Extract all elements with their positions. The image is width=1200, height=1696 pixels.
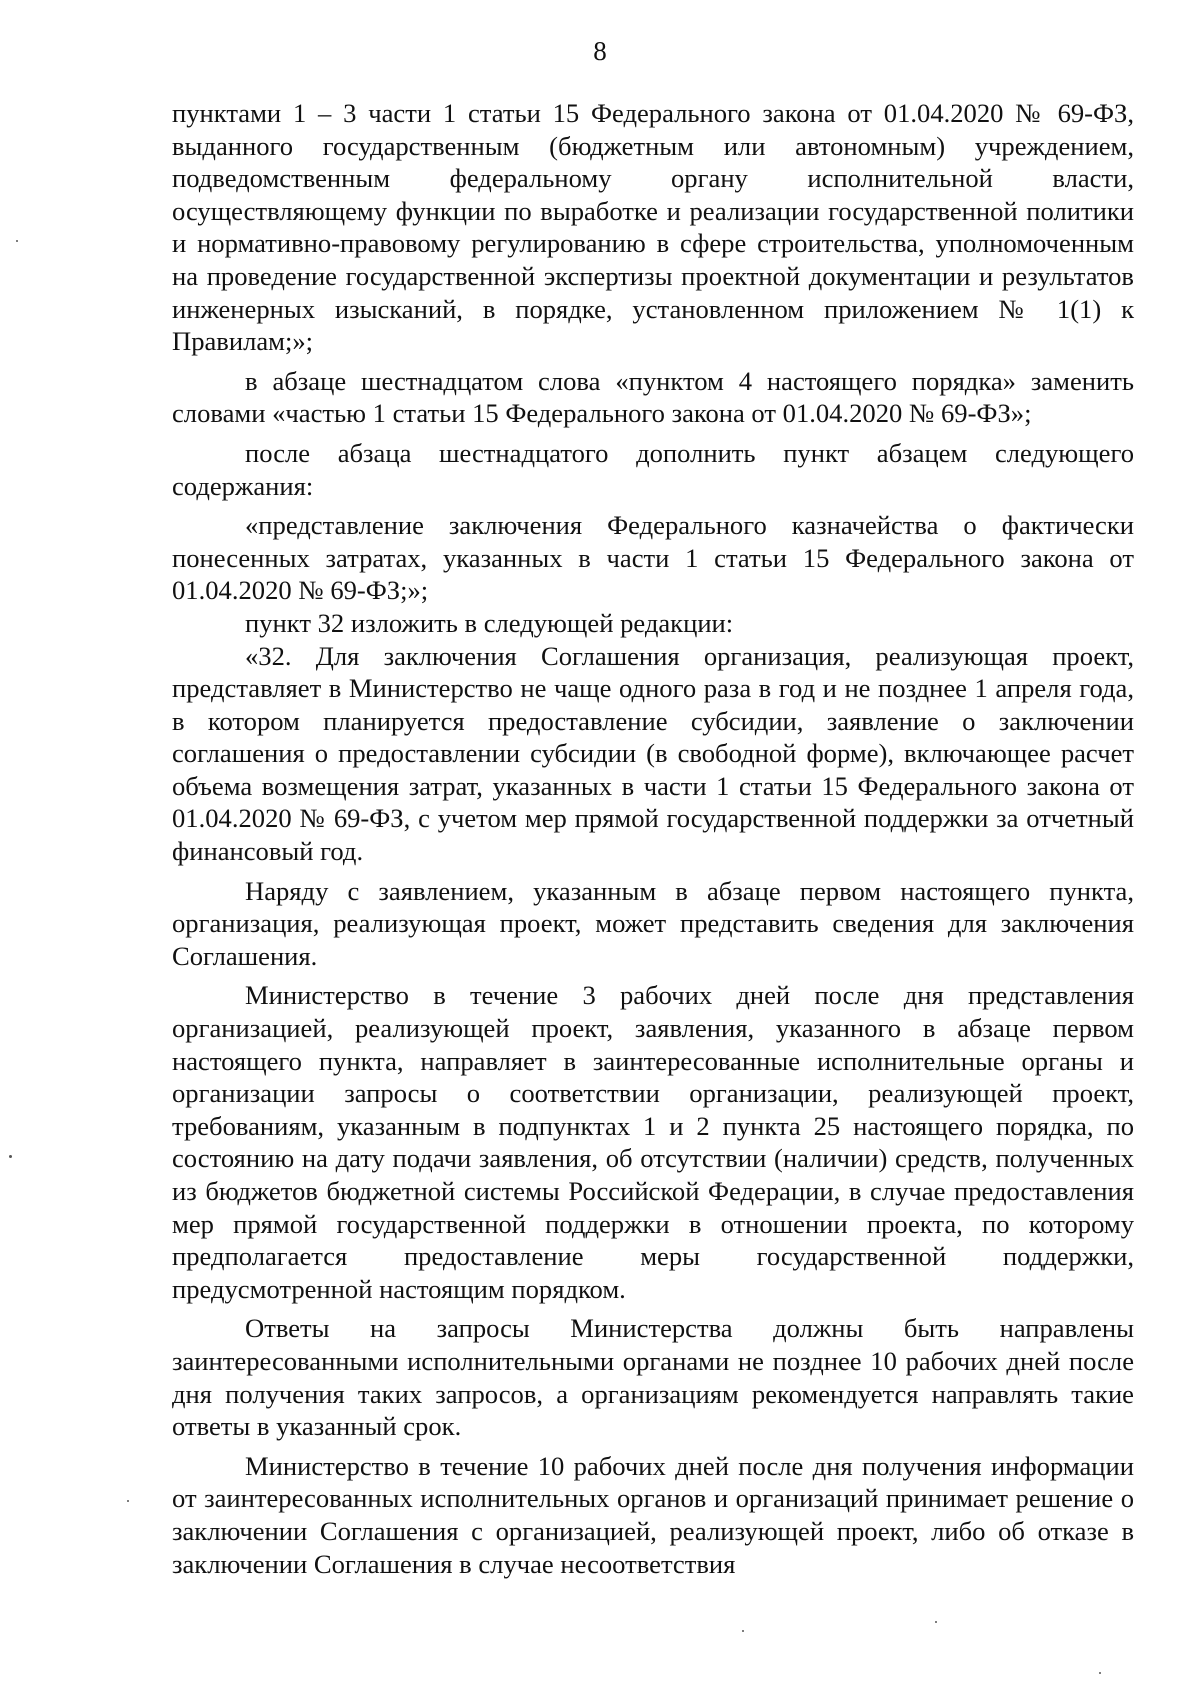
scan-speck: [742, 1630, 744, 1632]
scan-speck: [1099, 1672, 1101, 1674]
scan-speck: [16, 240, 18, 242]
paragraph-1: пунктами 1 – 3 части 1 статьи 15 Федерального закона от 01.04.2020 № 69-ФЗ, выданного государственным (бюджетным или автономным) учреждением, подведомственным федеральному органу исполнительной власти, осуществляющему функции по выработке и реализации государственной политики и нормативно-правовому регулированию в сфере строительства, уполномоченным на проведение государственной экспертизы проектной документации и результатов инженерных изысканий, в порядке, установленном приложением № 1(1) к Правилам;»;: [172, 98, 1134, 357]
scan-speck: [9, 1155, 12, 1158]
scan-speck: [127, 1500, 129, 1502]
paragraph-9: Ответы на запросы Министерства должны быть направлены заинтересованными исполнительными органами не позднее 10 рабочих дней после дня получения таких запросов, а организациям рекомендуется направлять такие ответы в указанный срок.: [172, 1313, 1134, 1442]
paragraph-7: Наряду с заявлением, указанным в абзаце первом настоящего пункта, организация, реализующая проект, может представить сведения для заключения Соглашения.: [172, 875, 1134, 971]
scan-speck: [935, 1621, 937, 1623]
paragraph-8: Министерство в течение 3 рабочих дней после дня представления организацией, реализующей проект, заявления, указанного в абзаце первом настоящего пункта, направляет в заинтересованные исполнительные органы и организации запросы о соответствии организации, реализующей проект, требованиям, указанным в подпунктах 1 и 2 пункта 25 настоящего порядка, по состоянию на дату подачи заявления, об отсутствии (наличии) средств, полученных из бюджетов бюджетной системы Российской Федерации, в случае предоставления мер прямой государственной поддержки в отношении проекта, по которому предполагается предоставление меры государственной поддержки, предусмотренной настоящим порядком.: [172, 980, 1134, 1304]
document-body: [172, 97, 1134, 1580]
paragraph-6: «32. Для заключения Соглашения организация, реализующая проект, представляет в Министерство не чаще одного раза в год и не позднее 1 апреля года, в котором планируется предоставление субсидии, заявление о заключении соглашения о предоставлении субсидии (в свободной форме), включающее расчет объема возмещения затрат, указанных в части 1 статьи 15 Федерального закона от 01.04.2020 № 69-ФЗ, с учетом мер прямой государственной поддержки за отчетный финансовый год.: [172, 640, 1134, 867]
paragraph-3: после абзаца шестнадцатого дополнить пункт абзацем следующего содержания:: [172, 437, 1134, 501]
paragraph-2: в абзаце шестнадцатом слова «пунктом 4 настоящего порядка» заменить словами «частью 1 статьи 15 Федерального закона от 01.04.2020 № 69-ФЗ»;: [172, 365, 1134, 429]
page-number: 8: [593, 36, 607, 66]
paragraph-4: «представление заключения Федерального казначейства о фактически понесенных затратах, указанных в части 1 статьи 15 Федерального закона от 01.04.2020 № 69-ФЗ;»;: [172, 510, 1134, 606]
paragraph-10: Министерство в течение 10 рабочих дней после дня получения информации от заинтересованных исполнительных органов и организаций принимает решение о заключении Соглашения с организацией, реализующей проект, либо об отказе в заключении Соглашения в случае несоответствия: [172, 1450, 1134, 1579]
paragraph-5: пункт 32 изложить в следующей редакции:: [245, 607, 734, 638]
